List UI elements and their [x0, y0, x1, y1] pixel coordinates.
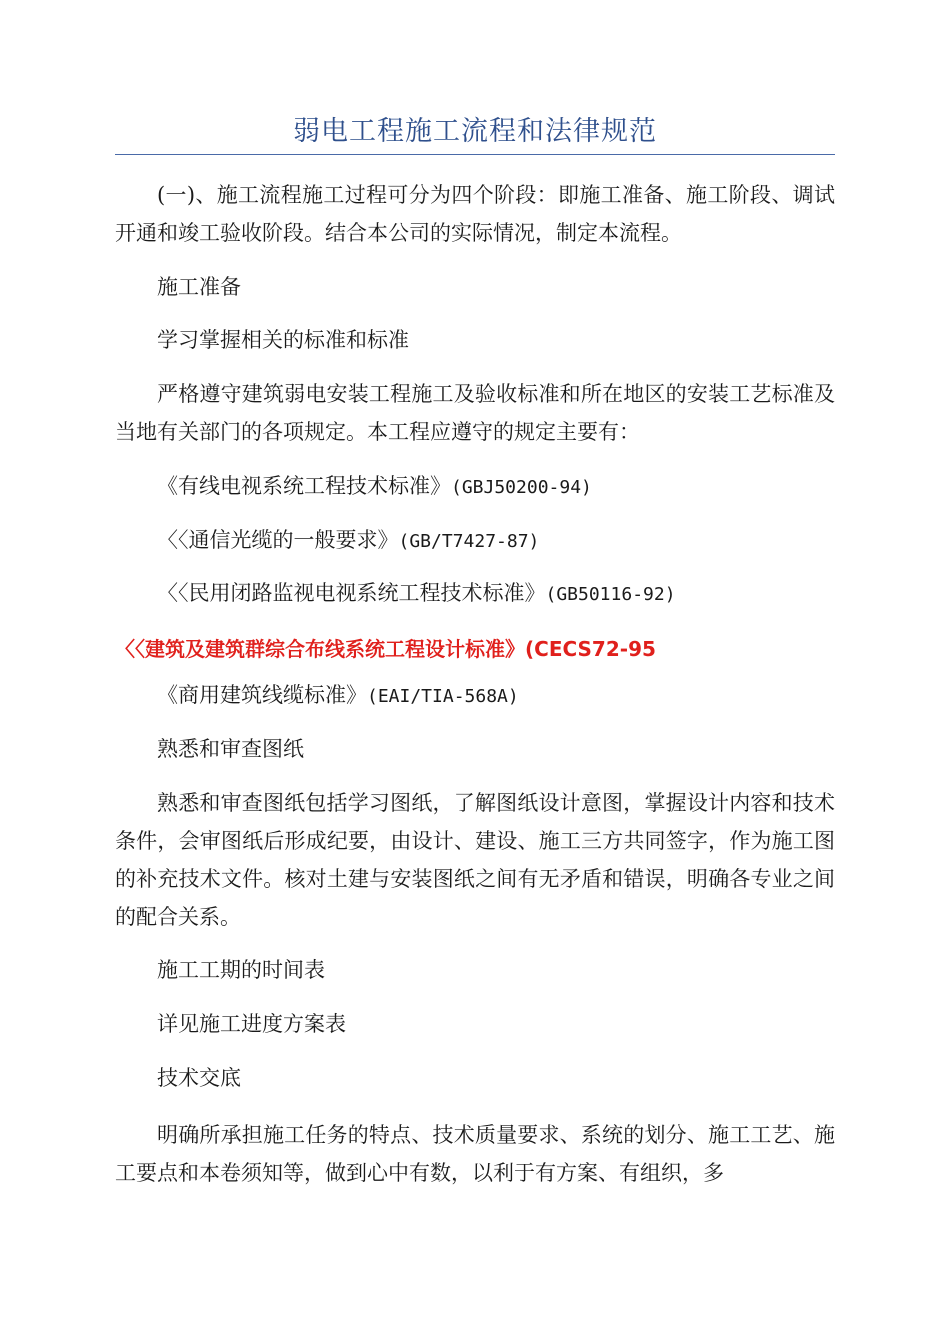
title-underline [115, 154, 835, 155]
heading-review-drawings: 熟悉和审查图纸 [157, 737, 304, 761]
standard-code: (GBJ50200-94) [451, 477, 592, 498]
standard-item-5 [115, 676, 835, 716]
drawings-paragraph: 熟悉和审查图纸包括学习图纸，了解图纸设计意图，掌握设计内容和技术条件，会审图纸后形成纪要，由设计、建设、施工三方共同签字，作为施工图的补充技术文件。核对土建与安装图纸之间有无矛盾和错误，明确各专业之间的配合关系。 [115, 791, 835, 929]
standard-code: (GB/T7427-87) [398, 531, 540, 552]
intro-paragraph: (一)、施工流程施工过程可分为四个阶段：即施工准备、施工阶段、调试开通和竣工验收阶段。结合本公司的实际情况，制定本流程。 [115, 183, 835, 245]
standard-name: 〈〈通信光缆的一般要求》 [157, 528, 399, 552]
standard-name: 《有线电视系统工程技术标准》 [157, 474, 451, 498]
standard-name: 《商用建筑线缆标准》 [157, 683, 367, 707]
schedule-paragraph: 详见施工进度方案表 [157, 1012, 346, 1036]
standard-code: (GB50116-92) [545, 584, 676, 605]
heading-construction-prep: 施工准备 [157, 275, 241, 299]
standard-item-3 [115, 574, 835, 614]
heading-study-standards: 学习掌握相关的标准和标准 [157, 328, 409, 352]
standard-item-4-highlighted: 〈〈建筑及建筑群综合布线系统工程设计标准》(CECS72-95 [115, 637, 656, 661]
standard-name: 〈〈民用闭路监视电视系统工程技术标准》 [157, 581, 546, 605]
heading-technical-briefing: 技术交底 [157, 1066, 241, 1090]
document-title: 弱电工程施工流程和法律规范 [293, 116, 657, 147]
heading-schedule: 施工工期的时间表 [157, 958, 325, 982]
standard-item-2 [115, 521, 835, 561]
standard-code: (EAI/TIA-568A) [367, 686, 519, 707]
standard-item-1 [115, 467, 835, 507]
briefing-paragraph: 明确所承担施工任务的特点、技术质量要求、系统的划分、施工工艺、施工要点和本卷须知等，做到心中有数，以利于有方案、有组织，多 [115, 1123, 835, 1185]
comply-paragraph: 严格遵守建筑弱电安装工程施工及验收标准和所在地区的安装工艺标准及当地有关部门的各项规定。本工程应遵守的规定主要有： [115, 382, 835, 444]
